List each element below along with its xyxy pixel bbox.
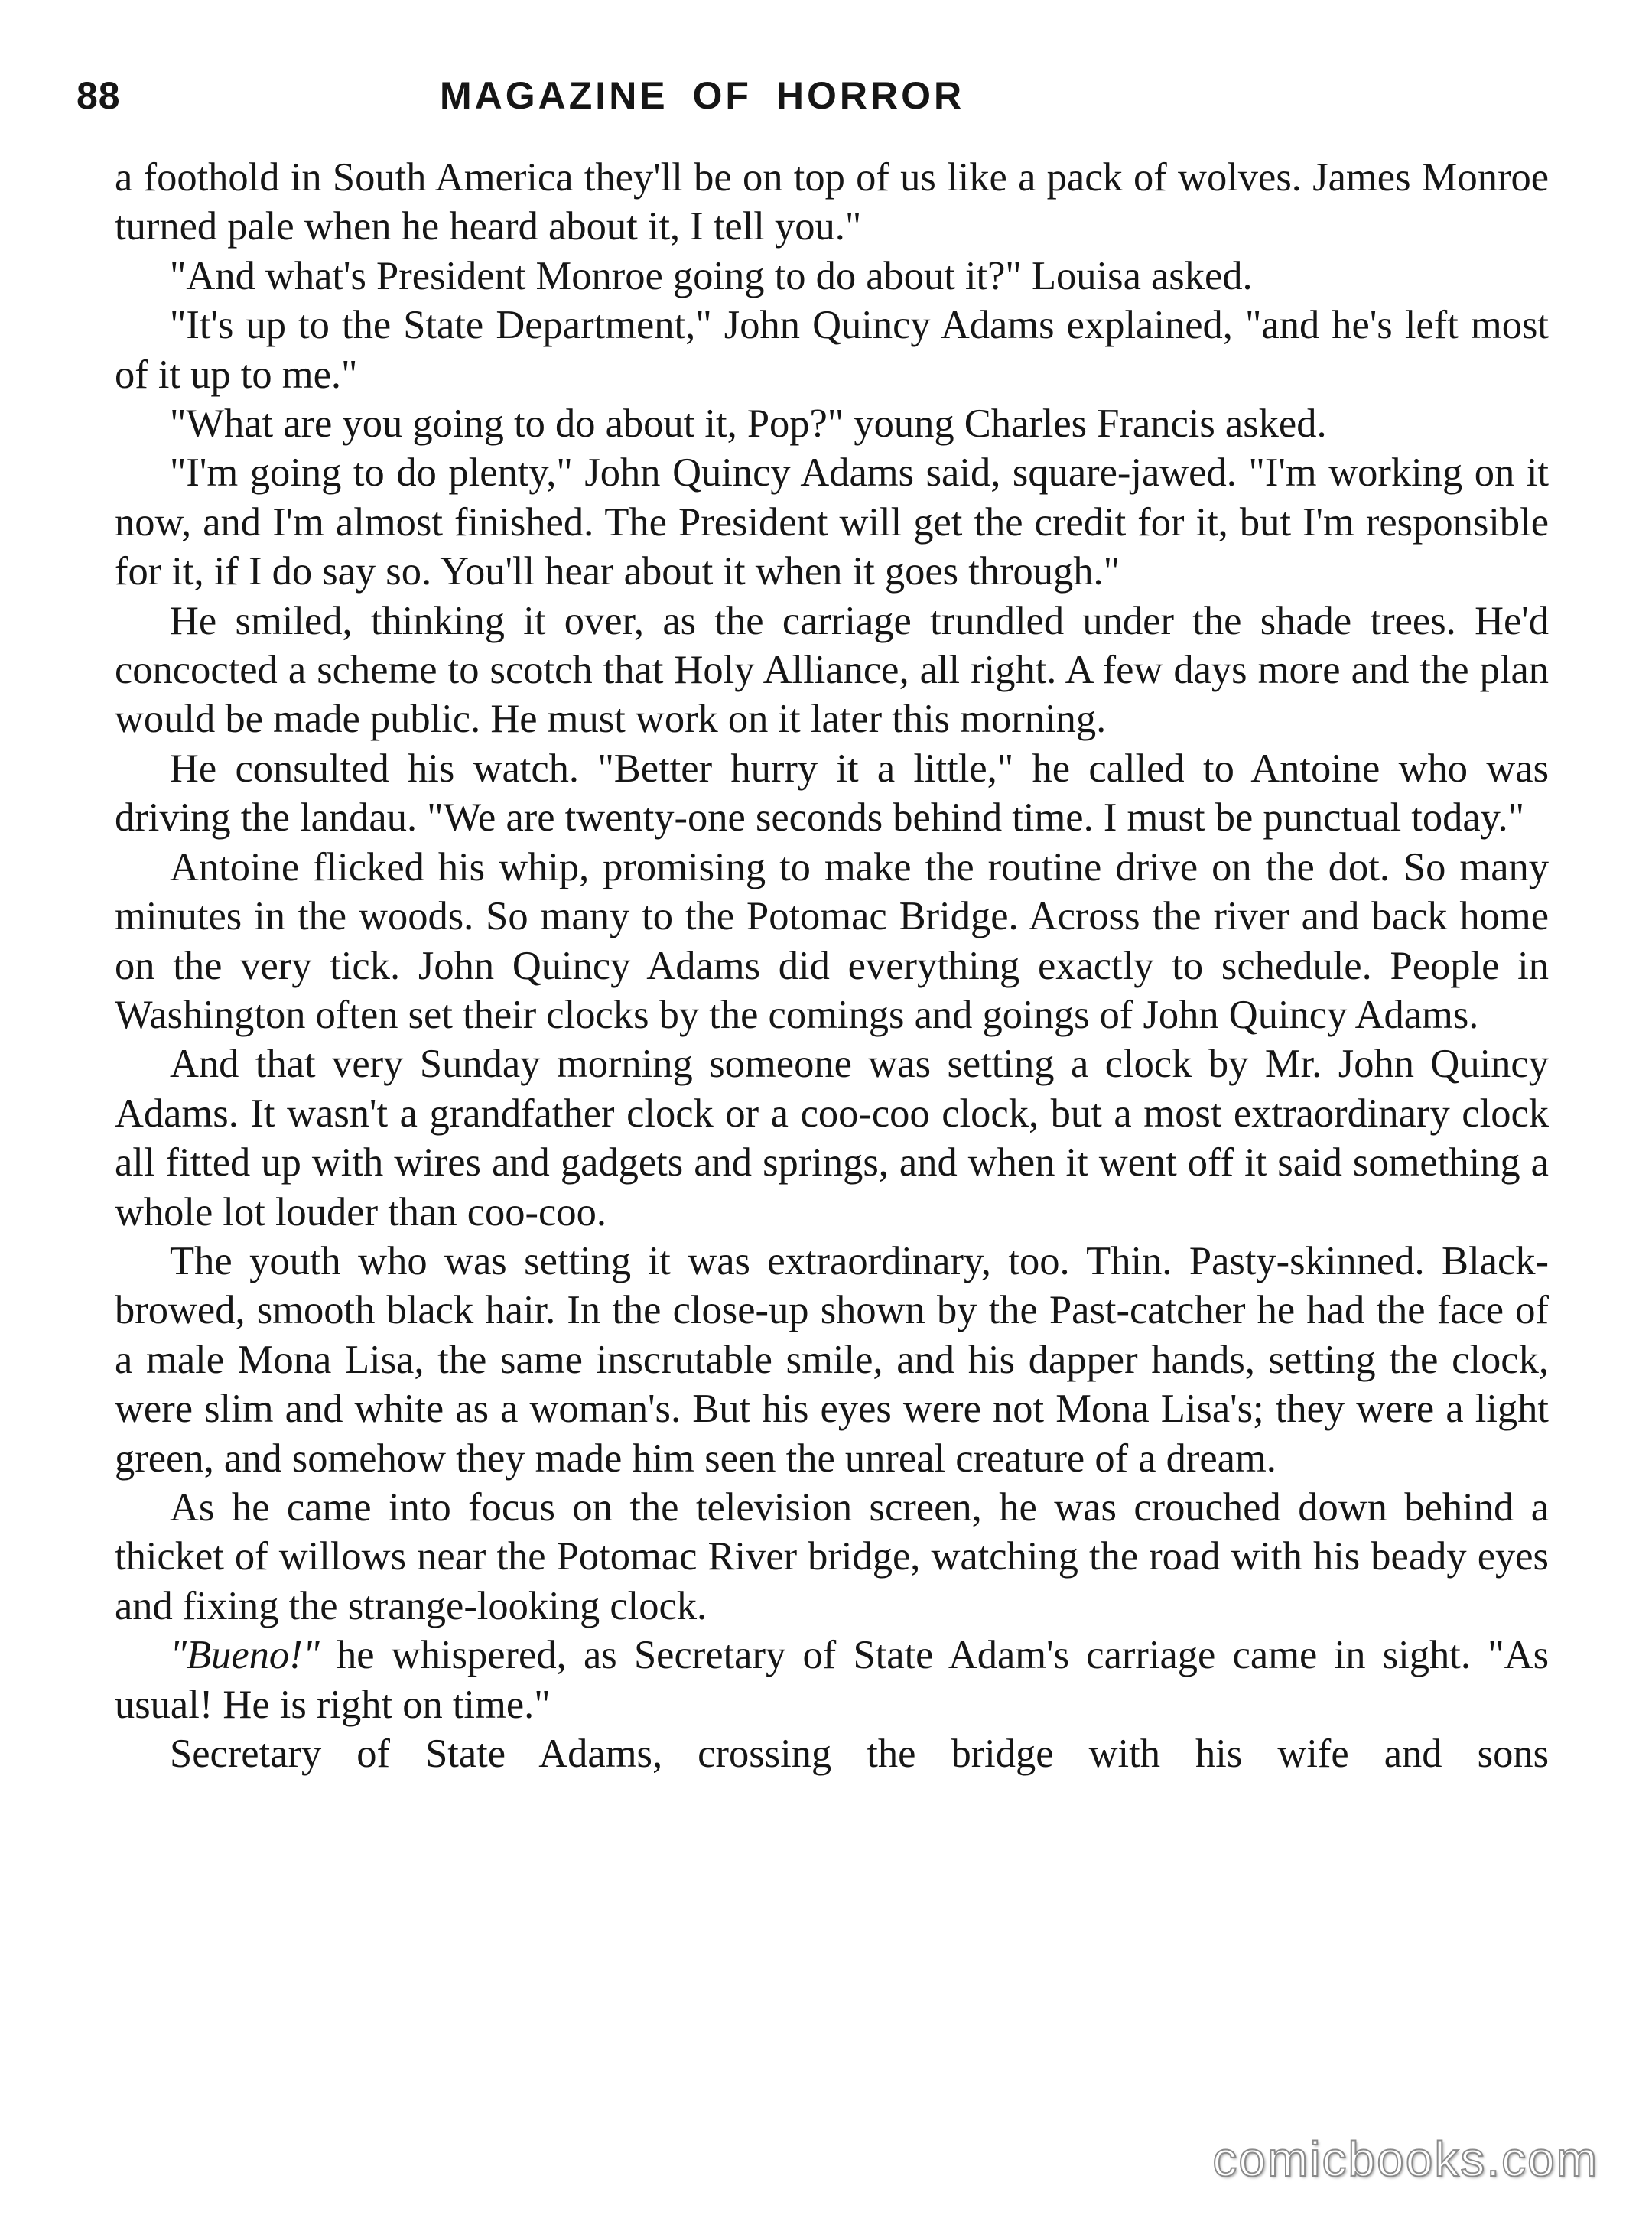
watermark-logo: comicbooks.com: [1212, 2132, 1598, 2187]
page-number: 88: [76, 74, 121, 117]
paragraph-9: And that very Sunday morning someone was setting a clock by Mr. John Quincy Adams. It wasn't a grandfather clock or a coo-coo clock, but a most extraordinary clock all fitted up with wires and gadgets and springs, and when it went off it said something a whole lot louder than coo-coo.: [115, 1042, 1549, 1234]
paragraph-8: Antoine flicked his whip, promising to make the routine drive on the dot. So many minutes in the woods. So many to the Potomac Bridge. Across the river and back home on the very tick. John Quincy Adams did everything exactly to schedule. People in Washington often set their clocks by the comings and goings of John Quincy Adams.: [115, 844, 1549, 1037]
paragraph-5: "I'm going to do plenty," John Quincy Adams said, square-jawed. "I'm working on it now, and I'm almost finished. The President will get the credit for it, but I'm responsible for it, if I do say so. You'll hear about it when it goes through.": [115, 450, 1549, 594]
bueno-exclamation: "Bueno!": [170, 1633, 320, 1678]
paragraph-12-text: he whispered, as Secretary of State Adam's carriage came in sight. "As usual! He is right on time.": [115, 1633, 1549, 1727]
paragraph-6: He smiled, thinking it over, as the carriage trundled under the shade trees. He'd concocted a scheme to scotch that Holy Alliance, all right. A few days more and the plan would be made public. He must work on it later this morning.: [115, 598, 1549, 742]
page-header: [76, 73, 1576, 135]
paragraph-7: He consulted his watch. "Better hurry it a little," he called to Antoine who was driving the landau. "We are twenty-one seconds behind time. I must be punctual today.": [115, 746, 1549, 841]
running-title: MAGAZINE OF HORROR: [440, 74, 965, 117]
paragraph-1: a foothold in South America they'll be on top of us like a pack of wolves. James Monroe turned pale when he heard about it, I tell you.": [115, 155, 1549, 249]
paragraph-4: "What are you going to do about it, Pop?" young Charles Francis asked.: [170, 402, 1327, 447]
paragraph-2: "And what's President Monroe going to do about it?" Louisa asked.: [170, 253, 1253, 298]
paragraph-12: [115, 1631, 1549, 1729]
story-text: [115, 153, 1549, 1778]
paragraph-10: The youth who was setting it was extraordinary, too. Thin. Pasty-skinned. Black-browed, smooth black hair. In the close-up shown by the Past-catcher he had the face of a male Mona Lisa, the same inscrutable smile, and his dapper hands, setting the clock, were slim and white as a woman's. But his eyes were not Mona Lisa's; they were a light green, and somehow they made him seen the unreal creature of a dream.: [115, 1238, 1549, 1481]
paragraph-13: Secretary of State Adams, crossing the bridge with his wife and sons: [170, 1732, 1549, 1776]
paragraph-3: "It's up to the State Department," John Quincy Adams explained, "and he's left most of it up to me.": [115, 303, 1549, 397]
paragraph-11: As he came into focus on the television screen, he was crouched down behind a thicket of willows near the Potomac River bridge, watching the road with his beady eyes and fixing the strange-looking clock.: [115, 1485, 1549, 1628]
